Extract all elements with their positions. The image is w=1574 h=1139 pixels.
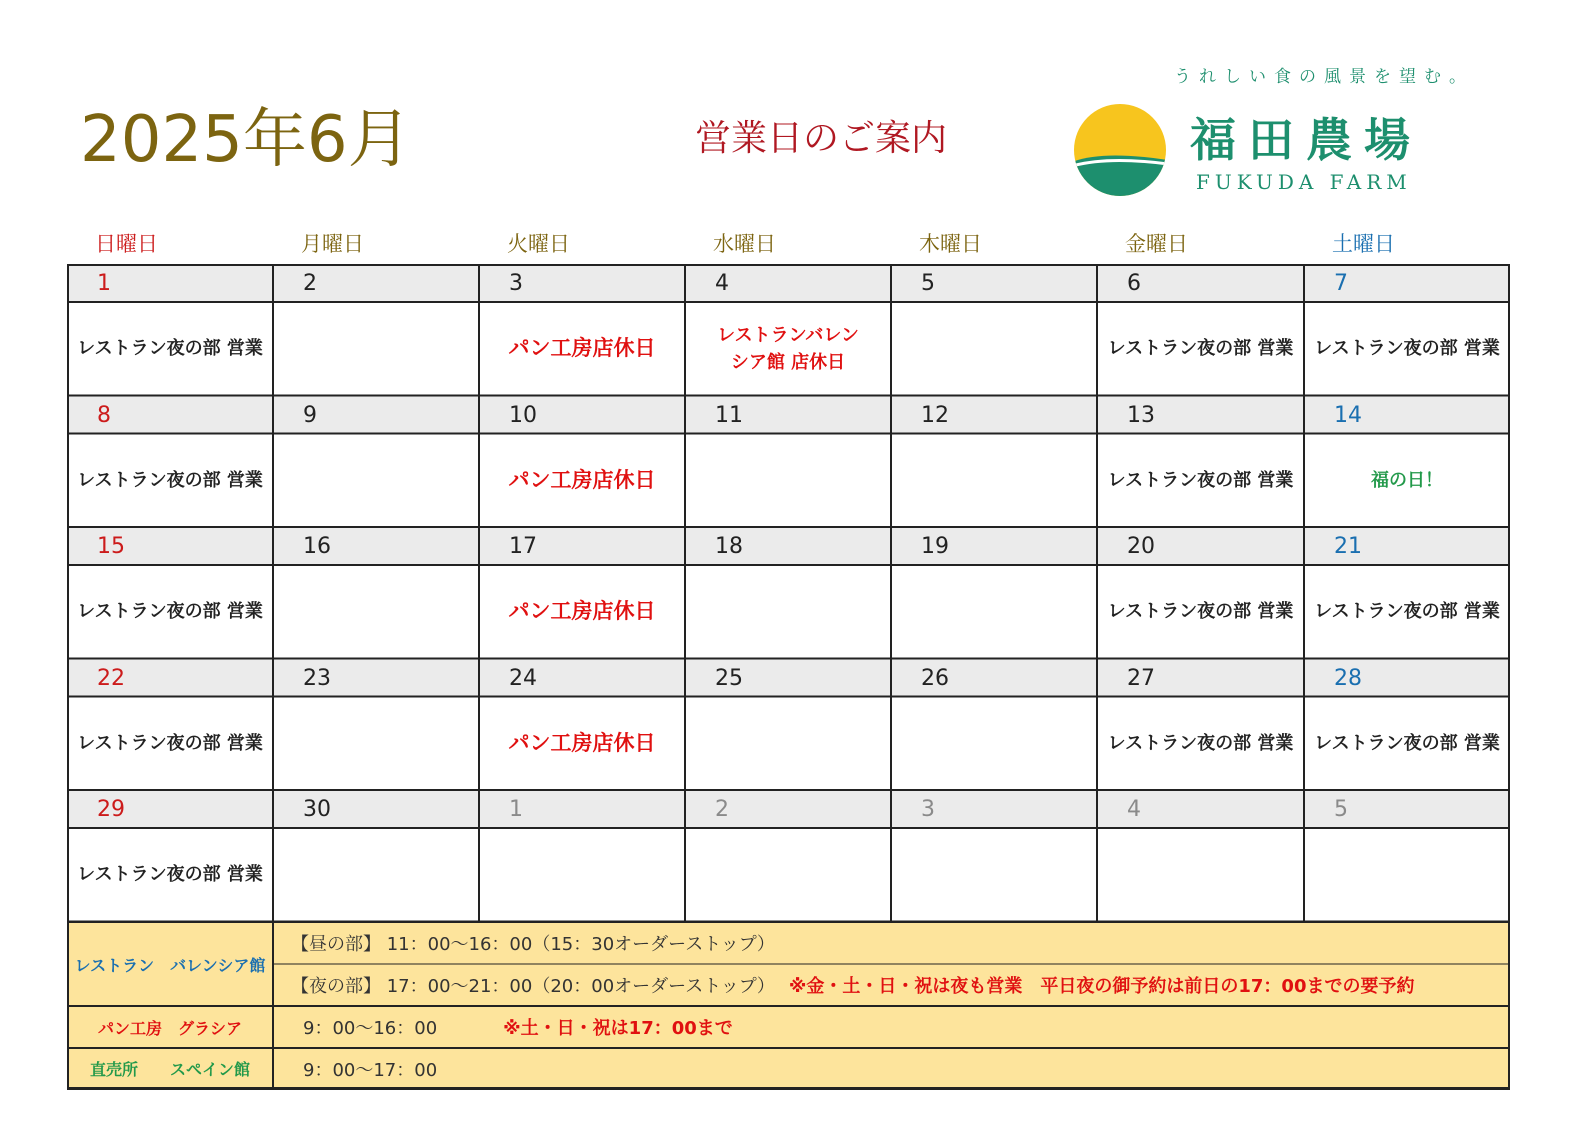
- restaurant-lunch-text: 【昼の部】 11：00～16：00（15：30オーダーストップ）: [291, 934, 775, 955]
- day-number: 7: [1304, 264, 1510, 302]
- day-note: レストラン夜の部 営業: [77, 469, 263, 491]
- day-number: 10: [479, 396, 685, 434]
- month-title: 2025年6月: [80, 103, 412, 177]
- restaurant-dinner-note: ※金・土・日・祝は夜も営業 平日夜の御予約は前日の17：00までの要予約: [788, 976, 1415, 997]
- day-number: 13: [1097, 396, 1304, 434]
- day-number: 27: [1097, 659, 1304, 697]
- day-note: レストラン夜の部 営業: [1107, 338, 1294, 360]
- weekday-wednesday: 水曜日: [713, 232, 776, 256]
- day-number: 9: [273, 396, 479, 434]
- day-number: 16: [273, 527, 479, 565]
- day-number: 24: [479, 659, 685, 697]
- day-number: 21: [1304, 527, 1510, 565]
- day-note: レストラン夜の部 営業: [1107, 732, 1294, 754]
- day-number: 4: [1097, 790, 1304, 828]
- day-number: 1: [67, 264, 273, 302]
- day-number: 26: [891, 659, 1097, 697]
- shop-time-text: 9：00～17：00: [303, 1059, 438, 1081]
- day-number: 3: [891, 790, 1097, 828]
- bakery-label: パン工房 グラシア: [97, 1018, 242, 1038]
- weekday-friday: 金曜日: [1125, 232, 1188, 256]
- business-hours-table: [67, 922, 1510, 1089]
- day-number: 29: [67, 790, 273, 828]
- day-number: 22: [67, 659, 273, 697]
- page-subtitle: 営業日のご案内: [695, 118, 948, 159]
- day-number: 8: [67, 396, 273, 434]
- day-number: 6: [1097, 264, 1304, 302]
- weekday-sunday: 日曜日: [95, 232, 158, 256]
- day-number: 18: [685, 527, 891, 565]
- day-number: 19: [891, 527, 1097, 565]
- day-note: パン工房店休日: [508, 599, 656, 624]
- logo-name-en: FUKUDA FARM: [1196, 170, 1412, 194]
- hours-table-lines: [67, 922, 1510, 1089]
- day-note: パン工房店休日: [508, 336, 656, 361]
- day-note: レストラン夜の部 営業: [77, 601, 263, 623]
- day-note: パン工房店休日: [508, 467, 656, 492]
- day-note: レストラン夜の部 営業: [1314, 601, 1500, 623]
- day-note: レストラン夜の部 営業: [77, 732, 263, 754]
- logo-tagline: うれしい食の風景を望む。: [1174, 67, 1474, 87]
- day-note: レストラン夜の部 営業: [1107, 469, 1294, 491]
- day-number: 1: [479, 790, 685, 828]
- restaurant-dinner-text: 【夜の部】 17：00～21：00（20：00オーダーストップ）: [291, 976, 775, 997]
- day-number: 2: [273, 264, 479, 302]
- day-number: 30: [273, 790, 479, 828]
- restaurant-label: レストラン バレンシア館: [74, 955, 266, 975]
- day-note: レストラン夜の部 営業: [77, 338, 263, 360]
- bakery-time-text: 9：00～16：00: [303, 1018, 438, 1039]
- weekday-tuesday: 火曜日: [507, 232, 570, 256]
- day-note: レストランバレンシア館 店休日: [717, 324, 859, 373]
- day-number: 15: [67, 527, 273, 565]
- weekday-thursday: 木曜日: [919, 232, 982, 256]
- day-number: 25: [685, 659, 891, 697]
- shop-label: 直売所 スペイン館: [89, 1060, 250, 1079]
- day-number: 2: [685, 790, 891, 828]
- day-number: 5: [891, 264, 1097, 302]
- day-number: 20: [1097, 527, 1304, 565]
- day-note: レストラン夜の部 営業: [77, 864, 263, 886]
- bakery-note: ※土・日・祝は17：00まで: [503, 1018, 733, 1039]
- day-number: 12: [891, 396, 1097, 434]
- day-note: レストラン夜の部 営業: [1107, 601, 1294, 623]
- day-number: 23: [273, 659, 479, 697]
- day-number: 11: [685, 396, 891, 434]
- day-number: 4: [685, 264, 891, 302]
- day-note: レストラン夜の部 営業: [1314, 338, 1500, 360]
- day-number: 17: [479, 527, 685, 565]
- day-number: 28: [1304, 659, 1510, 697]
- day-note: 福の日！: [1371, 469, 1443, 491]
- logo-name-jp: 福田農場: [1190, 113, 1422, 167]
- day-note: パン工房店休日: [508, 730, 656, 755]
- day-note: レストラン夜の部 営業: [1314, 732, 1500, 754]
- day-number: 3: [479, 264, 685, 302]
- weekday-monday: 月曜日: [301, 232, 364, 256]
- weekday-saturday: 土曜日: [1332, 232, 1395, 256]
- day-number: 14: [1304, 396, 1510, 434]
- weekday-header: [67, 228, 1510, 260]
- day-number: 5: [1304, 790, 1510, 828]
